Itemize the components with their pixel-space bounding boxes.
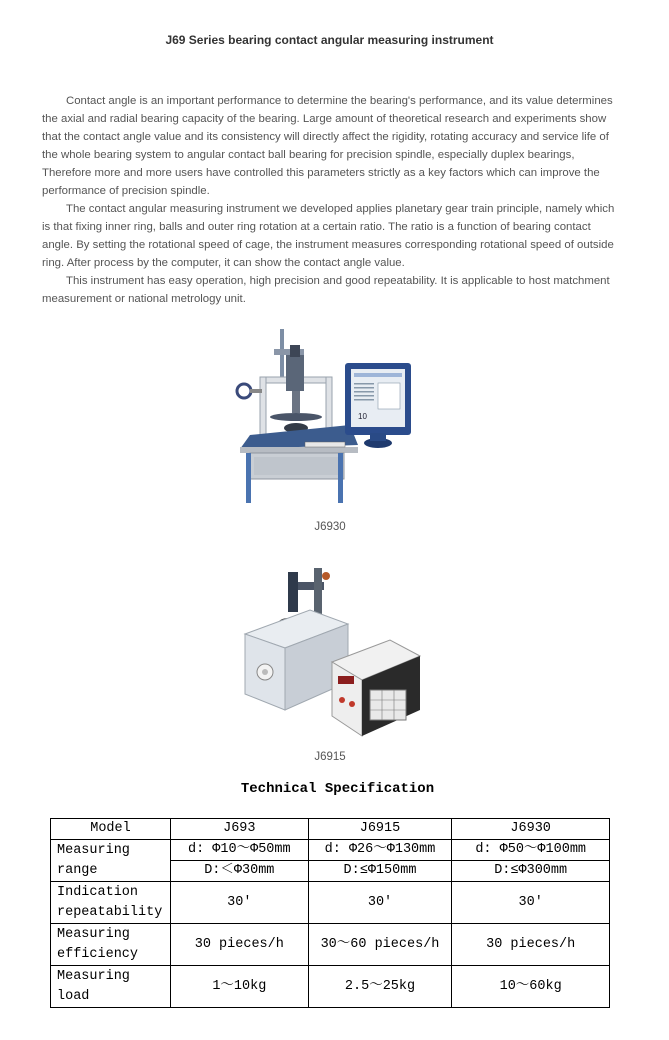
table-header-cell: J6915: [308, 819, 452, 840]
row-label: Indication repeatability: [51, 882, 171, 924]
paragraph-1: Contact angle is an important performance to determine the bearing's performance, and its value determines the axial and radial bearing capacity of the bearing. Large amount of theoretical research and experiments show that the contact angle value and its consistency will directly affect the rigidity, rotating accuracy and service life of the whole bearing system to angular contact ball bearing for precision spindle, especially duplex bearings, Therefore more and more users have controlled this parameters strictly as a key factors which can improve the performance of precision spindle.: [42, 95, 613, 197]
j6930-instrument-image: [230, 325, 420, 510]
table-header-cell: Model: [51, 819, 171, 840]
table-cell: 1～10kg: [170, 966, 308, 1008]
table-row: [51, 882, 610, 924]
spec-heading: Technical Specification: [240, 781, 435, 797]
table-cell: d: Φ26～Φ130mm: [308, 840, 452, 861]
table-cell: 30～60 pieces/h: [308, 924, 452, 966]
paragraph-3: This instrument has easy operation, high precision and good repeatability. It is applicable to host matchment measurement or national metrology unit.: [42, 275, 610, 305]
table-cell: 30 pieces/h: [452, 924, 610, 966]
figure-caption-j6915: J6915: [314, 751, 346, 763]
table-row: [51, 840, 610, 861]
table-row: [51, 966, 610, 1008]
description-text: [42, 92, 618, 308]
table-cell: 30′: [452, 882, 610, 924]
row-label: Measuring range: [51, 840, 171, 882]
row-label: Measuring load: [51, 966, 171, 1008]
j6915-instrument-image: [240, 562, 425, 742]
table-header-row: [51, 819, 610, 840]
table-cell: d: Φ10～Φ50mm: [170, 840, 308, 861]
table-header-cell: J693: [170, 819, 308, 840]
table-cell: d: Φ50～Φ100mm: [452, 840, 610, 861]
table-cell: 30 pieces/h: [170, 924, 308, 966]
table-row: [51, 924, 610, 966]
table-cell: D:≤Φ150mm: [308, 861, 452, 882]
page-title: J69 Series bearing contact angular measuring instrument: [165, 33, 494, 47]
figure-caption-j6930: J6930: [314, 521, 346, 533]
row-label: Measuring efficiency: [51, 924, 171, 966]
table-cell: 10～60kg: [452, 966, 610, 1008]
table-header-cell: J6930: [452, 819, 610, 840]
spec-table: [50, 818, 610, 1008]
table-cell: D:＜Φ30mm: [170, 861, 308, 882]
paragraph-2: The contact angular measuring instrument we developed applies planetary gear train principle, namely which is that fixing inner ring, balls and outer ring rotation at a certain ratio. The ratio is a function of bearing contact angle. By setting the rotational speed of cage, the instrument measures corresponding rotational speed of outside ring. After process by the computer, it can show the contact angle value.: [42, 203, 615, 269]
table-cell: 30′: [308, 882, 452, 924]
table-cell: 2.5～25kg: [308, 966, 452, 1008]
table-cell: 30′: [170, 882, 308, 924]
table-cell: D:≤Φ300mm: [452, 861, 610, 882]
monitor-readout: 10: [358, 412, 367, 421]
